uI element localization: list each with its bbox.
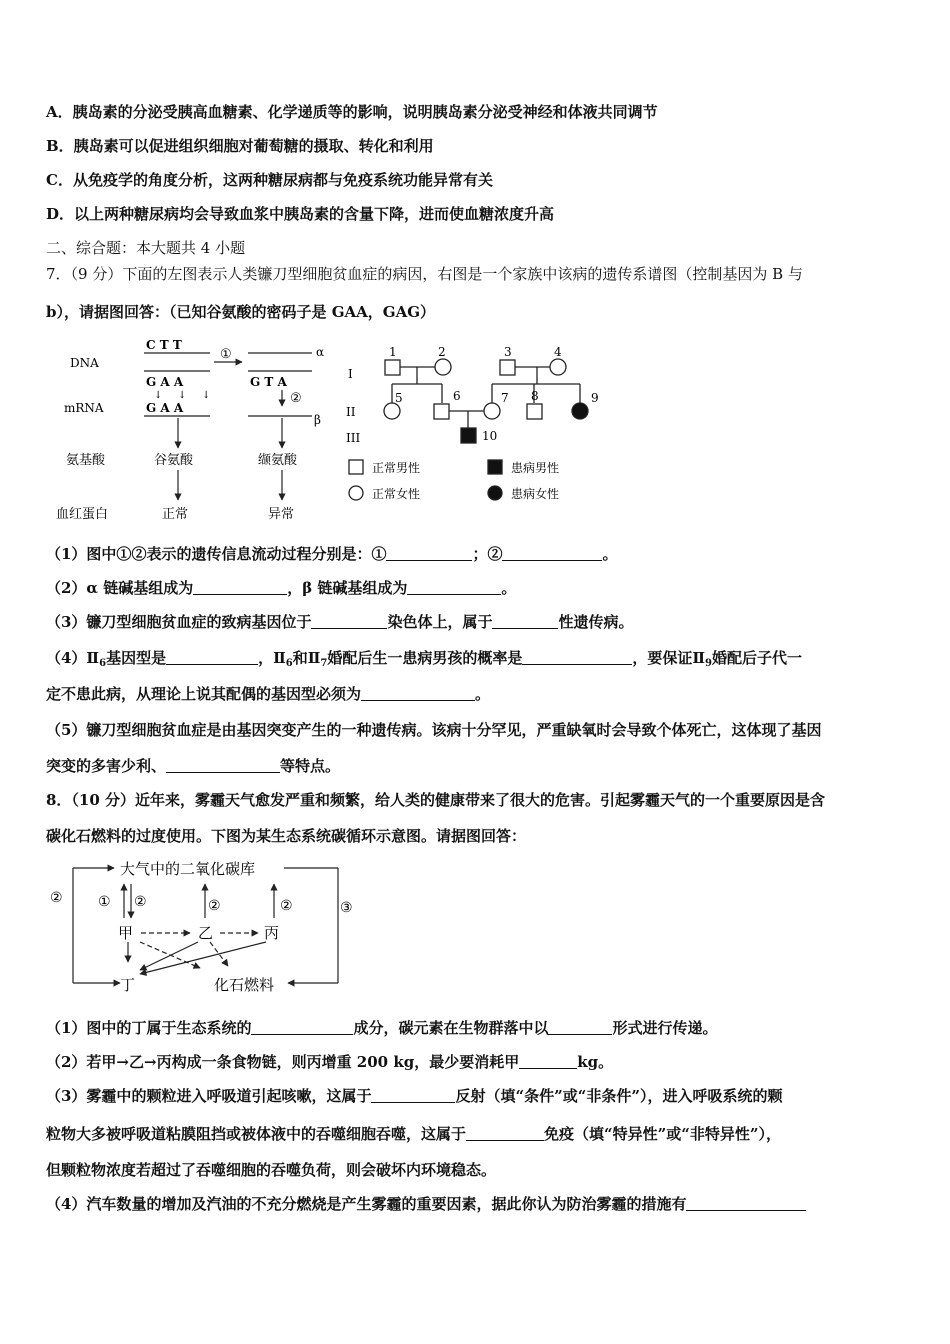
pedigree-id-5: 5 bbox=[395, 391, 403, 405]
svg-text:↓: ↓ bbox=[154, 390, 163, 401]
pedigree-individual-6 bbox=[434, 404, 449, 419]
answer-blank[interactable] bbox=[502, 546, 602, 561]
label-mrna: mRNA bbox=[64, 401, 104, 415]
legend-affected-female: 患病女性 bbox=[511, 487, 560, 501]
q8-part4: （4）汽车数量的增加及汽油的不充分燃烧是产生雾霾的重要因素，据此你认为防治雾霾的措施有 bbox=[46, 1194, 806, 1214]
q7-part4-continued: 定不患此病，从理论上说其配偶的基因型必须为 。 bbox=[46, 685, 491, 703]
q6-option-d: D．以上两种糖尿病均会导致血浆中胰岛素的含量下降，进而使血糖浓度升高 bbox=[46, 205, 555, 223]
legend-affected-male: 患病男性 bbox=[511, 461, 560, 475]
q8-part3: （3）雾霾中的颗粒进入呼吸道引起咳嗽，这属于 反射（填“条件”或“非条件”），进入呼吸系统的颗 bbox=[46, 1087, 783, 1105]
answer-blank[interactable] bbox=[386, 546, 472, 561]
beta-label: β bbox=[314, 413, 321, 427]
q6-option-b: B．胰岛素可以促进组织细胞对葡萄糖的摄取、转化和利用 bbox=[46, 137, 434, 155]
q7-stem-line2: b），请据图回答：（已知谷氨酸的密码子是 GAA，GAG） bbox=[46, 303, 436, 321]
pedigree-id-6: 6 bbox=[453, 389, 461, 403]
q8-part3-line2: 粒物大多被呼吸道粘膜阻挡或被体液中的吞噬细胞吞噬，这属于 免疫（填“特异性”或“非特异性”）， bbox=[46, 1125, 782, 1143]
node-ding: 丁 bbox=[120, 976, 136, 994]
q7-part3: （3）镰刀型细胞贫血症的致病基因位于 染色体上，属于 性遗传病。 bbox=[46, 613, 634, 631]
answer-blank[interactable] bbox=[466, 1126, 544, 1141]
q7-stem-line1: 7．（9 分）下面的左图表示人类镰刀型细胞贫血症的病因，右图是一个家族中该病的遗传系谱图（控制基因为 B 与 bbox=[46, 265, 803, 283]
process-marker: ② bbox=[134, 894, 147, 910]
answer-blank[interactable] bbox=[251, 1020, 353, 1035]
pedigree-individual-10 bbox=[461, 428, 476, 443]
svg-text:↓: ↓ bbox=[202, 390, 211, 401]
dna-mutant: G T A bbox=[250, 375, 287, 389]
pedigree-individual-9 bbox=[572, 403, 588, 419]
svg-text:↓: ↓ bbox=[178, 390, 187, 401]
answer-blank[interactable] bbox=[311, 614, 387, 629]
answer-blank[interactable] bbox=[193, 580, 287, 595]
process-marker: ③ bbox=[340, 900, 353, 916]
process-marker: ② bbox=[50, 890, 63, 906]
pedigree-gen-3: III bbox=[346, 431, 361, 445]
pedigree-gen-2: II bbox=[346, 405, 356, 419]
node-bing: 丙 bbox=[264, 924, 280, 942]
q7-part5-continued: 突变的多害少利、 等特点。 bbox=[46, 757, 341, 775]
q8-part3-line3: 但颗粒物浓度若超过了吞噬细胞的吞噬负荷，则会破坏内环境稳态。 bbox=[46, 1161, 497, 1179]
answer-blank[interactable] bbox=[166, 650, 258, 665]
pedigree-id-7: 7 bbox=[501, 391, 509, 405]
label-dna: DNA bbox=[70, 356, 99, 370]
legend-normal-male: 正常男性 bbox=[372, 461, 421, 475]
q8-stem-line1: 8．（10 分）近年来，雾霾天气愈发严重和频繁，给人类的健康带来了很大的危害。引起雾霾天气的一个重要原因是含 bbox=[46, 791, 826, 809]
section-heading: 二、综合题：本大题共 4 小题 bbox=[46, 239, 246, 257]
pedigree-individual-3 bbox=[500, 360, 515, 375]
pedigree-id-2: 2 bbox=[438, 345, 446, 359]
process-marker: ② bbox=[208, 898, 221, 914]
answer-blank[interactable] bbox=[548, 1020, 612, 1035]
node-atmosphere-co2: 大气中的二氧化碳库 bbox=[120, 860, 256, 878]
protein-mutant: 异常 bbox=[268, 507, 295, 522]
step2-marker: ② bbox=[290, 391, 302, 406]
alpha-label: α bbox=[316, 345, 325, 359]
answer-blank[interactable] bbox=[522, 650, 632, 665]
answer-blank[interactable] bbox=[686, 1196, 806, 1211]
label-hemoglobin: 血红蛋白 bbox=[56, 507, 109, 522]
label-amino-acid: 氨基酸 bbox=[66, 453, 106, 468]
pedigree-id-1: 1 bbox=[389, 345, 397, 359]
q7-part4: $(4)Ⅱ_6$基因型是 ，$Ⅱ_6$和$Ⅱ_7$婚配后生一患病男孩的概率是 ，要保证$Ⅱ_9$婚配后子代一 bbox=[46, 649, 802, 669]
answer-blank[interactable] bbox=[166, 758, 280, 773]
pedigree-id-9: 9 bbox=[591, 391, 599, 405]
pedigree-individual-2 bbox=[435, 359, 451, 375]
step1-marker: ① bbox=[220, 347, 232, 362]
pedigree-individual-7 bbox=[484, 403, 500, 419]
answer-blank[interactable] bbox=[371, 1088, 455, 1103]
q6-option-c: C．从免疫学的角度分析，这两种糖尿病都与免疫系统功能异常有关 bbox=[46, 171, 493, 189]
pedigree-individual-5 bbox=[384, 403, 400, 419]
pedigree-chart bbox=[349, 359, 588, 500]
amino-acid-mutant: 缬氨酸 bbox=[258, 453, 298, 468]
pedigree-id-10: 10 bbox=[482, 429, 498, 443]
pedigree-gen-1: I bbox=[348, 367, 353, 381]
process-marker: ② bbox=[280, 898, 293, 914]
node-yi: 乙 bbox=[198, 924, 214, 942]
pedigree-id-8: 8 bbox=[531, 389, 539, 403]
answer-blank[interactable] bbox=[492, 614, 558, 629]
answer-blank[interactable] bbox=[519, 1054, 577, 1069]
pedigree-individual-1 bbox=[385, 360, 400, 375]
carbon-cycle-diagram bbox=[44, 854, 364, 996]
protein-normal: 正常 bbox=[162, 507, 189, 522]
q8-part1: （1）图中的丁属于生态系统的 成分，碳元素在生物群落中以 形式进行传递。 bbox=[46, 1019, 718, 1037]
dna-template-normal: C T T bbox=[146, 338, 182, 352]
dna-coding-normal: G A A bbox=[146, 375, 184, 389]
node-jia: 甲 bbox=[118, 924, 134, 942]
pedigree-id-3: 3 bbox=[504, 345, 512, 359]
node-fossil-fuel: 化石燃料 bbox=[214, 976, 275, 994]
q8-stem-line2: 碳化石燃料的过度使用。下图为某生态系统碳循环示意图。请据图回答： bbox=[46, 827, 527, 845]
legend-normal-female: 正常女性 bbox=[372, 487, 421, 501]
q7-part5: （5）镰刀型细胞贫血症是由基因突变产生的一种遗传病。该病十分罕见，严重缺氧时会导致个体死亡，这体现了基因 bbox=[46, 721, 822, 739]
pedigree-individual-4 bbox=[550, 359, 566, 375]
amino-acid-normal: 谷氨酸 bbox=[154, 453, 194, 468]
q7-figure bbox=[50, 338, 610, 528]
q7-part1: （1）图中①②表示的遗传信息流动过程分别是：① ；② 。 bbox=[46, 545, 618, 563]
q6-option-a: A．胰岛素的分泌受胰高血糖素、化学递质等的影响，说明胰岛素分泌受神经和体液共同调节 bbox=[46, 103, 658, 121]
q7-part2: （2）α 链碱基组成为 ，β 链碱基组成为 。 bbox=[46, 579, 517, 597]
answer-blank[interactable] bbox=[407, 580, 501, 595]
pedigree-individual-8 bbox=[527, 404, 542, 419]
answer-blank[interactable] bbox=[361, 686, 475, 701]
q8-part2: （2）若甲→乙→丙构成一条食物链，则丙增重 200 kg，最少要消耗甲 kg。 bbox=[46, 1053, 614, 1071]
process-marker: ① bbox=[98, 894, 111, 910]
pedigree-id-4: 4 bbox=[554, 345, 562, 359]
mrna-normal: G A A bbox=[146, 401, 184, 415]
